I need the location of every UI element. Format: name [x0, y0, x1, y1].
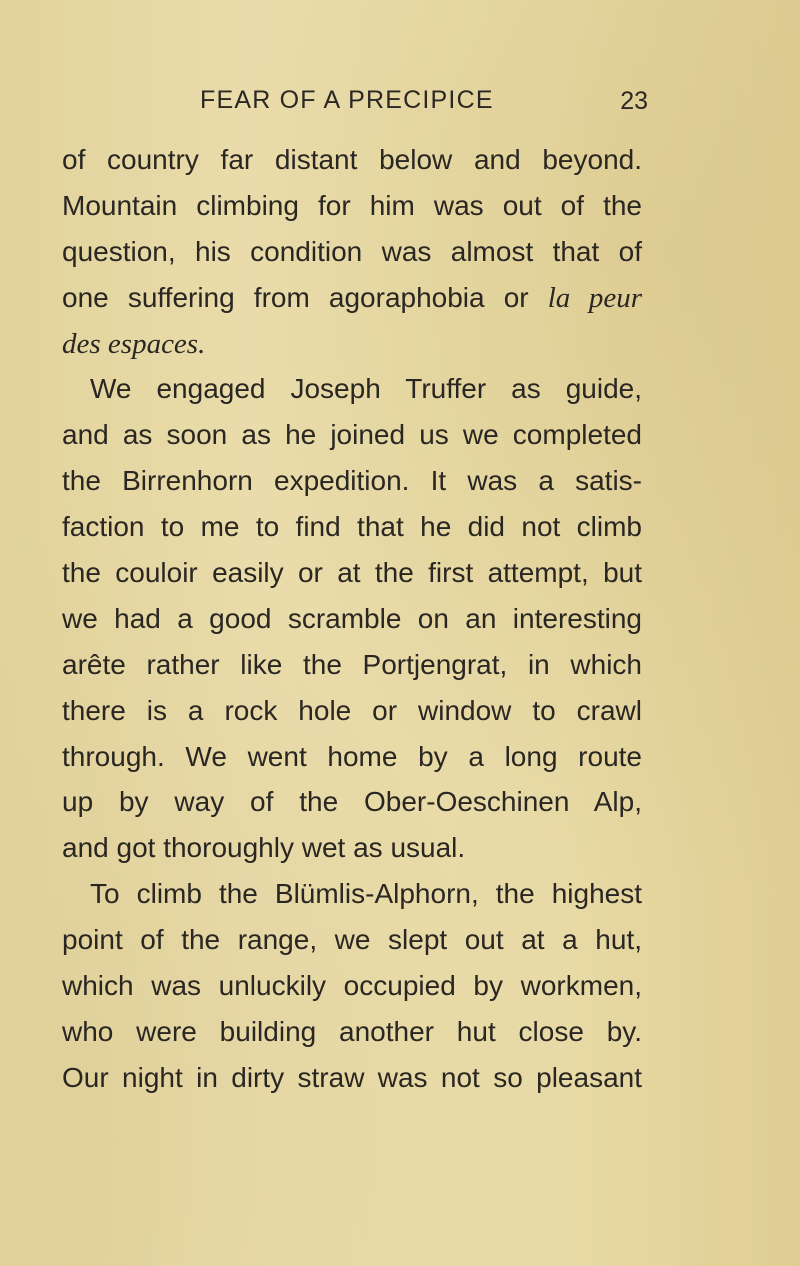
text-line: Mountain climbing for him was out of the	[62, 189, 642, 221]
body-text	[62, 137, 642, 1101]
text-line	[62, 321, 642, 367]
text-line: the Birrenhorn expedition. It was a satis-	[62, 465, 642, 497]
text-line-fragment: one suffering from agoraphobia or	[62, 281, 529, 313]
text-line: we had a good scramble on an interesting	[62, 602, 642, 634]
text-line: which was unluckily occupied by workmen,	[62, 970, 642, 1002]
text-line: there is a rock hole or window to crawl	[62, 694, 642, 726]
text-line: faction to me to find that he did not climb	[62, 511, 642, 543]
running-head	[200, 86, 700, 122]
text-line: who were building another hut close by.	[62, 1015, 642, 1047]
page-number: 23	[620, 87, 648, 115]
text-line: of country far distant below and beyond.	[62, 144, 642, 175]
text-line: question, his condition was almost that of	[62, 235, 642, 267]
paragraph-start-line: To climb the Blümlis-Alphorn, the highest	[90, 878, 642, 910]
paragraph-start-line: We engaged Joseph Truffer as guide,	[90, 373, 642, 405]
italic-phrase: des espaces.	[62, 327, 206, 360]
text-line	[62, 275, 642, 321]
text-line: the couloir easily or at the first attempt, but	[62, 557, 642, 589]
text-line: and as soon as he joined us we completed	[62, 419, 642, 451]
text-line: and got thoroughly wet as usual.	[62, 832, 466, 864]
text-line: point of the range, we slept out at a hut,	[62, 924, 642, 956]
text-line: through. We went home by a long route	[62, 740, 642, 772]
text-line: Our night in dirty straw was not so pleasant	[62, 1061, 642, 1093]
running-title: FEAR OF A PRECIPICE	[200, 86, 494, 114]
text-line: up by way of the Ober-Oeschinen Alp,	[62, 786, 642, 818]
text-line: arête rather like the Portjengrat, in which	[62, 648, 642, 680]
italic-phrase: la peur	[547, 281, 643, 314]
